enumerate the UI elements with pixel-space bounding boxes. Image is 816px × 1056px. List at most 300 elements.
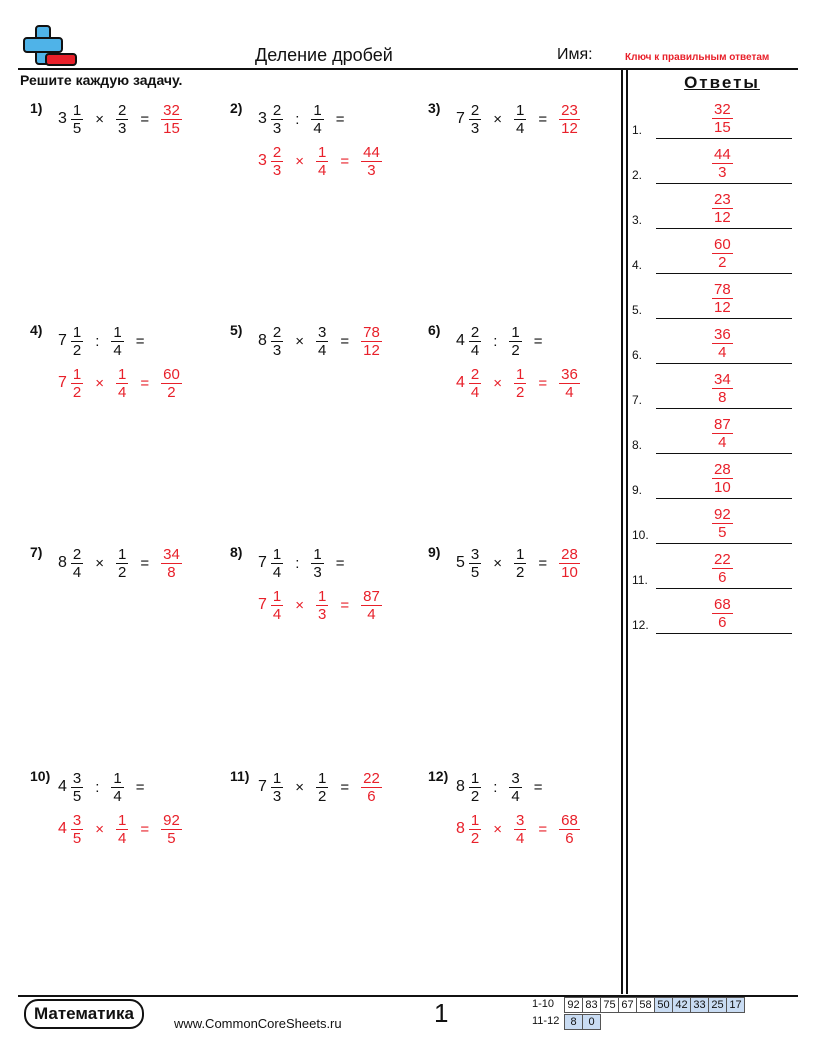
answer (557, 102, 582, 137)
first-denominator: 5 (72, 787, 82, 805)
equals-sign: = (140, 554, 150, 572)
answer-value (710, 101, 735, 136)
whole-number: 8 (258, 332, 267, 349)
whole-number: 4 (456, 374, 465, 391)
score-row-label: 1-10 (532, 998, 555, 1010)
whole-number: 8 (456, 820, 465, 837)
first-numerator: 2 (272, 323, 282, 341)
answer-denominator: 4 (367, 605, 376, 623)
second-fraction (509, 770, 521, 805)
reciprocal-denominator: 4 (118, 383, 127, 401)
answer-denominator: 3 (367, 161, 376, 179)
first-fraction (469, 366, 481, 401)
answer-numerator: 92 (714, 506, 731, 523)
operator: × (95, 374, 105, 392)
problem-expression (258, 98, 355, 140)
problem (30, 544, 220, 644)
first-numerator: 1 (272, 545, 282, 563)
problem-number: 5) (230, 322, 243, 338)
problem (230, 768, 420, 868)
problem-number: 8) (230, 544, 243, 560)
answer-row (632, 589, 792, 634)
first-fraction (469, 812, 481, 847)
operator: × (95, 554, 105, 572)
answer-denominator: 4 (718, 344, 727, 361)
reciprocal-fraction (316, 588, 328, 623)
answer-numerator: 36 (561, 365, 578, 383)
problem-expression (258, 766, 384, 808)
reciprocal-denominator: 4 (516, 829, 525, 847)
answer-fraction (712, 416, 733, 451)
second-fraction (116, 102, 128, 137)
answer-numerator: 68 (714, 596, 731, 613)
problem (428, 100, 618, 200)
problem-number: 9) (428, 544, 441, 560)
answer-numerator: 78 (714, 281, 731, 298)
second-denominator: 2 (516, 563, 525, 581)
second-fraction (311, 102, 323, 137)
answer-row (632, 94, 792, 139)
score-cell: 17 (727, 998, 745, 1013)
operator: × (295, 596, 305, 614)
first-numerator: 2 (272, 101, 282, 119)
second-fraction (116, 546, 128, 581)
answer-numerator: 44 (363, 143, 380, 161)
whole-number: 7 (258, 778, 267, 795)
answer-fraction (559, 366, 580, 401)
second-numerator: 1 (113, 769, 122, 787)
worked-solution (258, 140, 384, 182)
first-fraction (271, 102, 283, 137)
answer-row (632, 229, 792, 274)
page-title: Деление дробей (255, 45, 393, 65)
answer-fraction (712, 551, 733, 586)
answer-label: 1. (632, 123, 643, 137)
answer-value (710, 326, 735, 361)
second-numerator: 2 (118, 101, 127, 119)
score-cell: 92 (565, 998, 583, 1013)
first-fraction (271, 588, 283, 623)
equals-sign: = (340, 778, 350, 796)
whole-number: 7 (258, 554, 267, 571)
whole-number: 4 (58, 778, 67, 795)
first-numerator: 3 (72, 811, 82, 829)
answer-numerator: 23 (714, 191, 731, 208)
operator: : (493, 332, 498, 350)
operator: : (95, 778, 100, 796)
answer-numerator: 44 (714, 146, 731, 163)
first-denominator: 4 (272, 563, 282, 581)
reciprocal-denominator: 4 (118, 829, 127, 847)
column-divider-left (621, 70, 623, 994)
answer-value (710, 416, 735, 451)
problem (30, 322, 220, 422)
operator: × (95, 110, 105, 128)
second-denominator: 3 (118, 119, 127, 137)
operator: × (493, 110, 503, 128)
answer-value (710, 596, 735, 631)
whole-number: 8 (456, 778, 465, 795)
answer-label: 5. (632, 303, 643, 317)
answer-numerator: 32 (714, 101, 731, 118)
answer-fraction (161, 102, 182, 137)
whole-number: 7 (58, 332, 67, 349)
answer-value (710, 506, 735, 541)
operator: : (493, 778, 498, 796)
second-numerator: 3 (511, 769, 520, 787)
first-fraction (71, 324, 83, 359)
reciprocal-denominator: 2 (516, 383, 525, 401)
first-denominator: 3 (272, 341, 282, 359)
second-numerator: 1 (516, 545, 525, 563)
problem-expression (456, 542, 582, 584)
answer-fraction (361, 324, 382, 359)
second-numerator: 1 (118, 545, 127, 563)
second-fraction (111, 770, 123, 805)
first-numerator: 2 (72, 545, 82, 563)
problem-expression (258, 542, 355, 584)
worked-solution (456, 808, 582, 850)
reciprocal-fraction (514, 812, 526, 847)
answer-label: 8. (632, 438, 643, 452)
answer-label: 12. (632, 618, 649, 632)
score-cell: 75 (601, 998, 619, 1013)
equals-sign: = (140, 374, 150, 392)
score-cell: 0 (583, 1015, 601, 1030)
answer-row (632, 364, 792, 409)
answer-numerator: 28 (561, 545, 578, 563)
answer-label: 11. (632, 573, 648, 587)
answer-denominator: 10 (714, 479, 731, 496)
first-denominator: 3 (272, 787, 282, 805)
worked-solution (58, 808, 184, 850)
score-cell: 42 (673, 998, 691, 1013)
problem (30, 100, 220, 200)
whole-number: 3 (258, 110, 267, 127)
first-denominator: 5 (72, 829, 82, 847)
reciprocal-denominator: 3 (318, 605, 327, 623)
first-denominator: 3 (272, 161, 282, 179)
answer-label: 2. (632, 168, 643, 182)
second-denominator: 2 (511, 341, 520, 359)
answer-fraction (361, 770, 382, 805)
first-numerator: 1 (72, 323, 82, 341)
first-denominator: 2 (72, 341, 82, 359)
second-denominator: 3 (313, 563, 322, 581)
operator: × (295, 778, 305, 796)
answer (557, 546, 582, 581)
reciprocal-numerator: 1 (118, 811, 127, 829)
operator: : (295, 110, 300, 128)
operator: × (493, 820, 503, 838)
whole-number: 3 (58, 110, 67, 127)
answer-numerator: 34 (163, 545, 180, 563)
problem-number: 10) (30, 768, 51, 784)
answer-numerator: 78 (363, 323, 380, 341)
second-fraction (311, 546, 323, 581)
answer-denominator: 12 (714, 209, 731, 226)
first-numerator: 1 (272, 769, 282, 787)
answer-denominator: 6 (718, 569, 727, 586)
answer-denominator: 4 (565, 383, 574, 401)
answer-label: 7. (632, 393, 643, 407)
second-fraction (316, 324, 328, 359)
first-fraction (469, 324, 481, 359)
first-denominator: 3 (272, 119, 282, 137)
score-row (564, 997, 745, 1013)
answer-key-label: Ключ к правильным ответам (625, 52, 770, 63)
answer (159, 102, 184, 137)
answer-denominator: 12 (714, 299, 731, 316)
answer-numerator: 22 (363, 769, 380, 787)
equals-sign: = (340, 596, 350, 614)
answer-numerator: 23 (561, 101, 578, 119)
equals-sign: = (533, 332, 543, 350)
answer-label: 3. (632, 213, 643, 227)
problem-expression (258, 320, 384, 362)
score-cell: 83 (583, 998, 601, 1013)
answer-value (710, 191, 735, 226)
problem (230, 322, 420, 422)
answer-denominator: 8 (718, 389, 727, 406)
second-fraction (111, 324, 123, 359)
whole-number: 7 (58, 374, 67, 391)
answer-denominator: 12 (363, 341, 380, 359)
answer-row (632, 274, 792, 319)
answer-denominator: 12 (561, 119, 578, 137)
first-numerator: 2 (470, 365, 480, 383)
worked-solution (456, 362, 582, 404)
answer (359, 324, 384, 359)
column-divider-right (626, 70, 628, 994)
first-denominator: 4 (470, 383, 480, 401)
answer-label: 10. (632, 528, 649, 542)
operator: : (295, 554, 300, 572)
reciprocal-fraction (116, 366, 128, 401)
score-cell: 25 (709, 998, 727, 1013)
answer-fraction (712, 596, 733, 631)
answer (359, 770, 384, 805)
score-cell: 8 (565, 1015, 583, 1030)
problem-expression (456, 320, 553, 362)
whole-number: 7 (456, 110, 465, 127)
answer-fraction (712, 191, 733, 226)
answer-value (710, 371, 735, 406)
first-denominator: 5 (72, 119, 82, 137)
problem-expression (58, 98, 184, 140)
first-numerator: 2 (470, 323, 480, 341)
answer-numerator: 87 (714, 416, 731, 433)
first-fraction (469, 546, 481, 581)
second-denominator: 2 (118, 563, 127, 581)
operator: × (493, 554, 503, 572)
answer-fraction (712, 506, 733, 541)
first-numerator: 2 (470, 101, 480, 119)
score-row (564, 1014, 601, 1030)
page-number: 1 (434, 998, 449, 1028)
first-numerator: 3 (72, 769, 82, 787)
second-denominator: 4 (113, 341, 122, 359)
reciprocal-numerator: 3 (516, 811, 525, 829)
answer-row (632, 319, 792, 364)
first-denominator: 5 (470, 563, 480, 581)
second-numerator: 1 (516, 101, 525, 119)
equals-sign: = (538, 820, 548, 838)
second-fraction (514, 546, 526, 581)
first-fraction (469, 770, 481, 805)
problem-number: 7) (30, 544, 43, 560)
problem-expression (58, 320, 155, 362)
second-numerator: 1 (313, 101, 322, 119)
second-denominator: 4 (511, 787, 520, 805)
problem-number: 11) (230, 768, 250, 784)
equals-sign: = (335, 110, 345, 128)
answer (159, 546, 184, 581)
first-numerator: 1 (272, 587, 282, 605)
operator: × (295, 152, 305, 170)
reciprocal-denominator: 4 (318, 161, 327, 179)
problem-number: 4) (30, 322, 43, 338)
answer-numerator: 92 (163, 811, 180, 829)
answer-numerator: 22 (714, 551, 731, 568)
operator: × (493, 374, 503, 392)
second-numerator: 3 (318, 323, 327, 341)
answer-fraction (712, 281, 733, 316)
answer-denominator: 3 (718, 164, 727, 181)
answer-fraction (559, 812, 580, 847)
first-numerator: 1 (72, 101, 82, 119)
answer-row (632, 184, 792, 229)
first-numerator: 3 (470, 545, 480, 563)
answer-denominator: 15 (714, 119, 731, 136)
first-denominator: 4 (272, 605, 282, 623)
problem-expression (456, 766, 553, 808)
equals-sign: = (140, 110, 150, 128)
score-cell: 67 (619, 998, 637, 1013)
answer-value (710, 236, 735, 271)
second-numerator: 1 (511, 323, 520, 341)
brand-badge: Математика (24, 999, 144, 1029)
reciprocal-fraction (316, 144, 328, 179)
first-denominator: 2 (72, 383, 82, 401)
second-denominator: 4 (313, 119, 322, 137)
answer-value (710, 281, 735, 316)
problem-number: 6) (428, 322, 441, 338)
problem (428, 322, 618, 422)
score-cell: 58 (637, 998, 655, 1013)
whole-number: 5 (456, 554, 465, 571)
worked-solution (258, 584, 384, 626)
problem-number: 12) (428, 768, 449, 784)
first-denominator: 3 (470, 119, 480, 137)
name-label: Имя: (557, 46, 593, 63)
problem-number: 2) (230, 100, 243, 116)
answer-row (632, 544, 792, 589)
second-fraction (514, 102, 526, 137)
reciprocal-numerator: 1 (516, 365, 525, 383)
answer-value (710, 146, 735, 181)
answer-fraction (712, 371, 733, 406)
problem (230, 100, 420, 200)
worked-solution (58, 362, 184, 404)
answer-fraction (161, 812, 182, 847)
answer-denominator: 2 (718, 254, 727, 271)
answer-fraction (559, 546, 580, 581)
answer-numerator: 36 (714, 326, 731, 343)
problem-number: 3) (428, 100, 441, 116)
problem (428, 544, 618, 644)
first-fraction (271, 546, 283, 581)
answer-numerator: 32 (163, 101, 180, 119)
equals-sign: = (538, 554, 548, 572)
problem-number: 1) (30, 100, 43, 116)
answer-fraction (712, 326, 733, 361)
answer-denominator: 15 (163, 119, 180, 137)
operator: × (295, 332, 305, 350)
score-row-label: 11-12 (532, 1015, 560, 1027)
score-cell: 33 (691, 998, 709, 1013)
whole-number: 3 (258, 152, 267, 169)
answer-row (632, 454, 792, 499)
second-denominator: 4 (516, 119, 525, 137)
answer-denominator: 6 (718, 614, 727, 631)
answer-value (710, 551, 735, 586)
second-numerator: 1 (113, 323, 122, 341)
first-fraction (271, 144, 283, 179)
equals-sign: = (340, 332, 350, 350)
answer-denominator: 4 (718, 434, 727, 451)
answer-fraction (712, 461, 733, 496)
second-numerator: 1 (318, 769, 327, 787)
first-fraction (271, 324, 283, 359)
answer-fraction (712, 146, 733, 181)
answer-row (632, 409, 792, 454)
equals-sign: = (340, 152, 350, 170)
reciprocal-fraction (514, 366, 526, 401)
problem (428, 768, 618, 868)
answer-fraction (712, 236, 733, 271)
second-numerator: 1 (313, 545, 322, 563)
answer-fraction (161, 546, 182, 581)
operator: : (95, 332, 100, 350)
equals-sign: = (140, 820, 150, 838)
answer-numerator: 28 (714, 461, 731, 478)
site-url: www.CommonCoreSheets.ru (174, 1016, 342, 1031)
answer-fraction (712, 101, 733, 136)
equals-sign: = (135, 778, 145, 796)
operator: × (95, 820, 105, 838)
answer-label: 4. (632, 258, 643, 272)
answer-denominator: 5 (718, 524, 727, 541)
equals-sign: = (533, 778, 543, 796)
equals-sign: = (135, 332, 145, 350)
answer-denominator: 6 (565, 829, 574, 847)
answer-fraction (161, 366, 182, 401)
answer-fraction (559, 102, 580, 137)
first-denominator: 2 (470, 787, 480, 805)
answers-title: Ответы (684, 73, 760, 92)
equals-sign: = (538, 110, 548, 128)
reciprocal-fraction (116, 812, 128, 847)
first-numerator: 1 (470, 811, 480, 829)
first-fraction (71, 812, 83, 847)
first-fraction (71, 366, 83, 401)
problem (230, 544, 420, 644)
equals-sign: = (538, 374, 548, 392)
whole-number: 8 (58, 554, 67, 571)
answer-value (710, 461, 735, 496)
answer-label: 9. (632, 483, 643, 497)
